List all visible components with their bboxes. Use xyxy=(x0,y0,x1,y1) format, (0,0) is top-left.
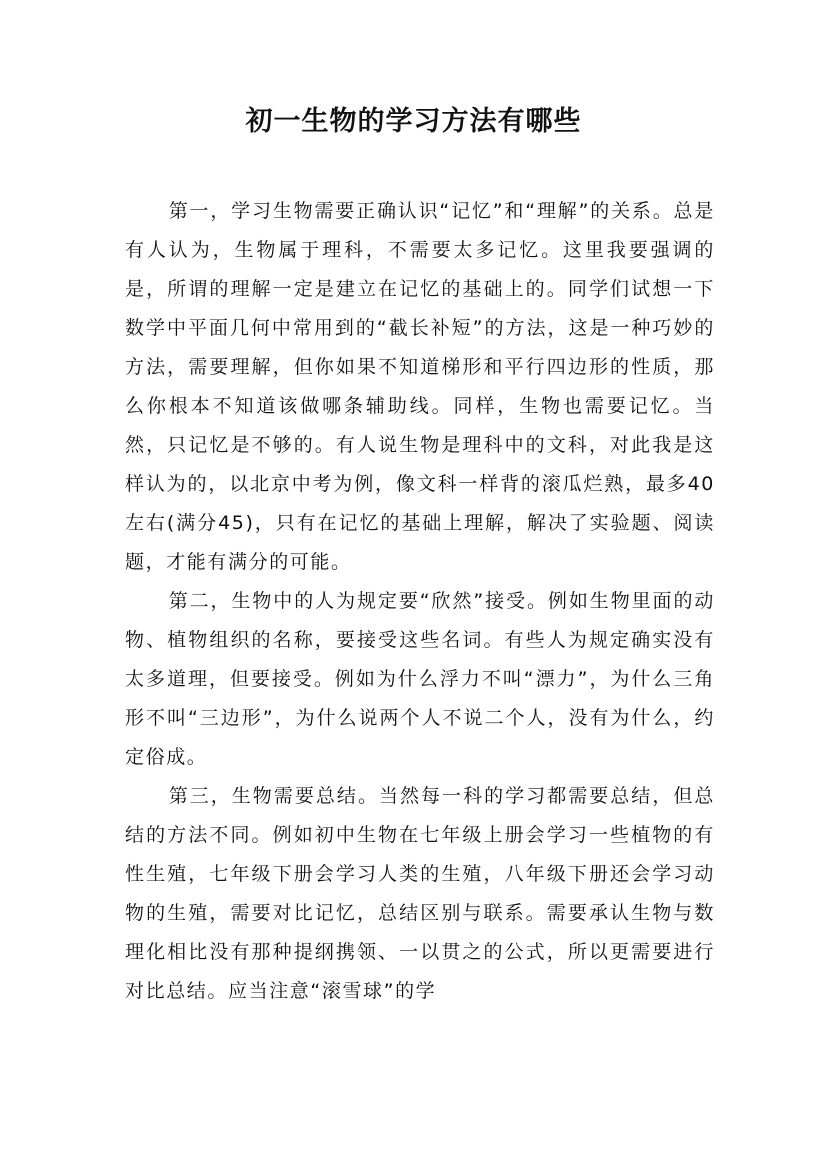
document-title: 初一生物的学习方法有哪些 xyxy=(245,106,582,137)
paragraph-1: 第一，学习生物需要正确认识“记忆”和“理解”的关系。总是有人认为，生物属于理科，不需要太多记忆。这里我要强调的是，所谓的理解一定是建立在记忆的基础上的。同学们试想一下数学中平面几何中常用到的“截长补短”的方法，这是一种巧妙的方法，需要理解，但你如果不知道梯形和平行四边形的性质，那么你根本不知道该做哪条辅助线。同样，生物也需要记忆。当然，只记忆是不够的。有人说生物是理科中的文科，对此我是这样认为的，以北京中考为例，像文科一样背的滚瓜烂熟，最多40左右(满分45)，只有在记忆的基础上理解，解决了实验题、阅读题，才能有满分的可能。 xyxy=(125,200,715,573)
paragraph-3: 第三，生物需要总结。当然每一科的学习都需要总结，但总结的方法不同。例如初中生物在七年级上册会学习一些植物的有性生殖，七年级下册会学习人类的生殖，八年级下册还会学习动物的生殖，需要对比记忆，总结区别与联系。需要承认生物与数理化相比没有那种提纲携领、一以贯之的公式，所以更需要进行对比总结。应当注意“滚雪球”的学 xyxy=(125,785,715,1002)
paragraph-2: 第二，生物中的人为规定要“欣然”接受。例如生物里面的动物、植物组织的名称，要接受这些名词。有些人为规定确实没有太多道理，但要接受。例如为什么浮力不叫“漂力”，为什么三角形不叫“三边形”，为什么说两个人不说二个人，没有为什么，约定俗成。 xyxy=(125,590,715,768)
document-body xyxy=(125,192,715,1011)
